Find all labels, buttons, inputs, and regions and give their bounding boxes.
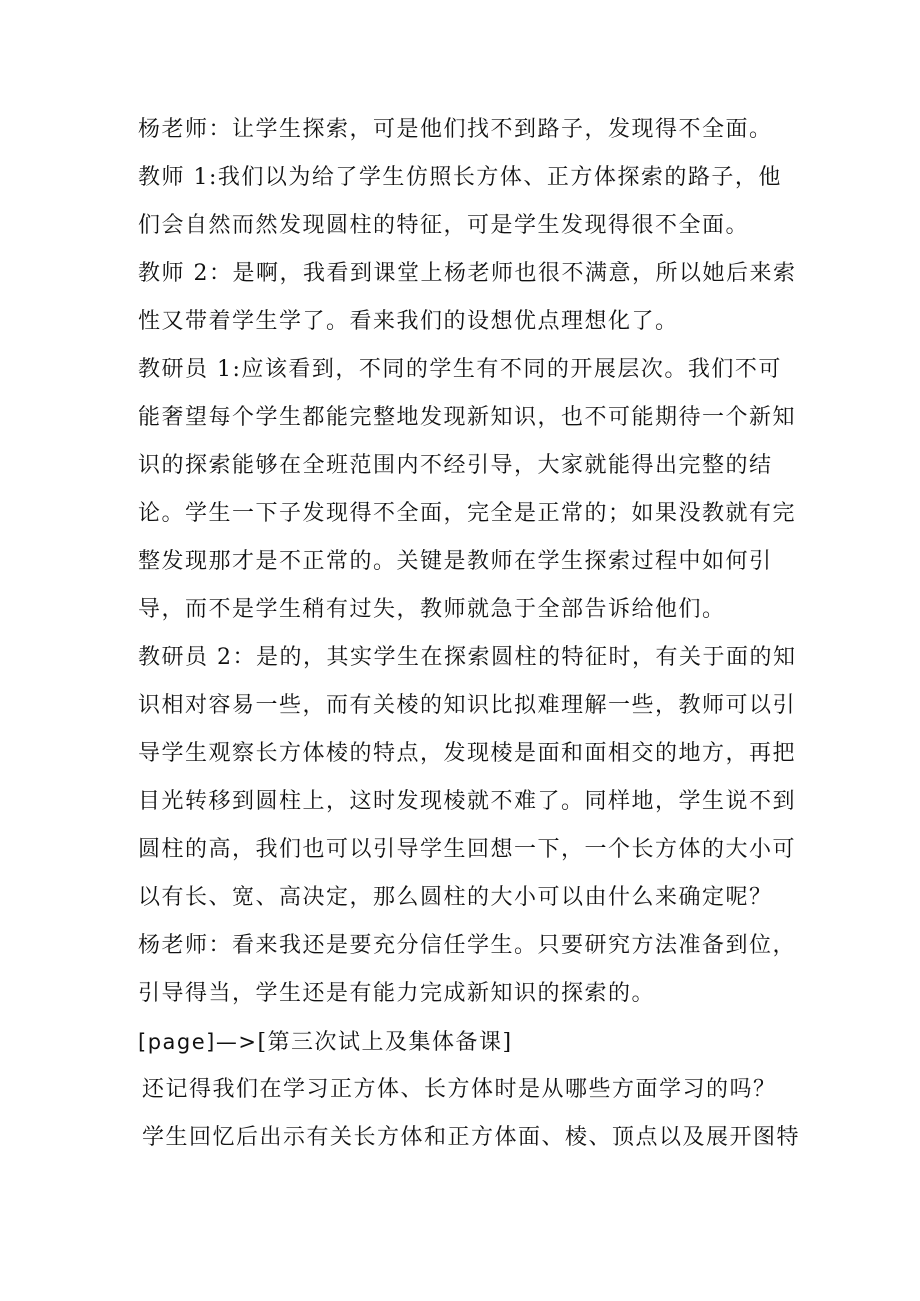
- text-line: 教研员 2：是的，其实学生在探索圆柱的特征时，有关于面的知: [138, 645, 797, 670]
- text-line: 整发现那才是不正常的。关键是教师在学生探索过程中如何引: [138, 549, 773, 574]
- page-marker-title: [第三次试上及集体备课]: [257, 1030, 513, 1055]
- text-line: 导学生观察长方体棱的特点，发现棱是面和面相交的地方，再把: [138, 741, 797, 766]
- page-marker: [138, 1027, 513, 1058]
- text-line: 教师 2：是啊，我看到课堂上杨老师也很不满意，所以她后来索: [138, 261, 797, 286]
- text-line: 杨老师：让学生探索，可是他们找不到路子，发现得不全面。: [138, 117, 773, 142]
- text-line: 能奢望每个学生都能完整地发现新知识，也不可能期待一个新知: [138, 405, 797, 430]
- text-line: 教师 1:我们以为给了学生仿照长方体、正方体探索的路子，他: [138, 165, 782, 190]
- text-line: 圆柱的高，我们也可以引导学生回想一下，一个长方体的大小可: [138, 837, 797, 862]
- text-line: 教研员 1:应该看到，不同的学生有不同的开展层次。我们不可: [138, 357, 782, 382]
- text-line: 以有长、宽、高决定，那么圆柱的大小可以由什么来确定呢？: [138, 885, 773, 910]
- text-line: 目光转移到圆柱上，这时发现棱就不难了。同样地，学生说不到: [138, 789, 797, 814]
- text-line: 识的探索能够在全班范围内不经引导，大家就能得出完整的结: [138, 453, 773, 478]
- page-marker-prefix: [page]—>: [138, 1030, 258, 1054]
- text-line: 引导得当，学生还是有能力完成新知识的探索的。: [138, 981, 656, 1006]
- text-line: 性又带着学生学了。看来我们的设想优点理想化了。: [138, 309, 679, 334]
- text-line: 还记得我们在学习正方体、长方体时是从哪些方面学习的吗？: [142, 1077, 777, 1102]
- text-line: 学生回忆后出示有关长方体和正方体面、棱、顶点以及展开图特: [142, 1125, 801, 1150]
- text-line: 识相对容易一些，而有关棱的知识比拟难理解一些，教师可以引: [138, 693, 797, 718]
- text-line: 们会自然而然发现圆柱的特征，可是学生发现得很不全面。: [138, 213, 750, 238]
- text-line: 论。学生一下子发现得不全面，完全是正常的；如果没教就有完: [138, 501, 797, 526]
- text-line: 杨老师：看来我还是要充分信任学生。只要研究方法准备到位，: [138, 933, 797, 958]
- text-line: 导，而不是学生稍有过失，教师就急于全部告诉给他们。: [138, 597, 726, 622]
